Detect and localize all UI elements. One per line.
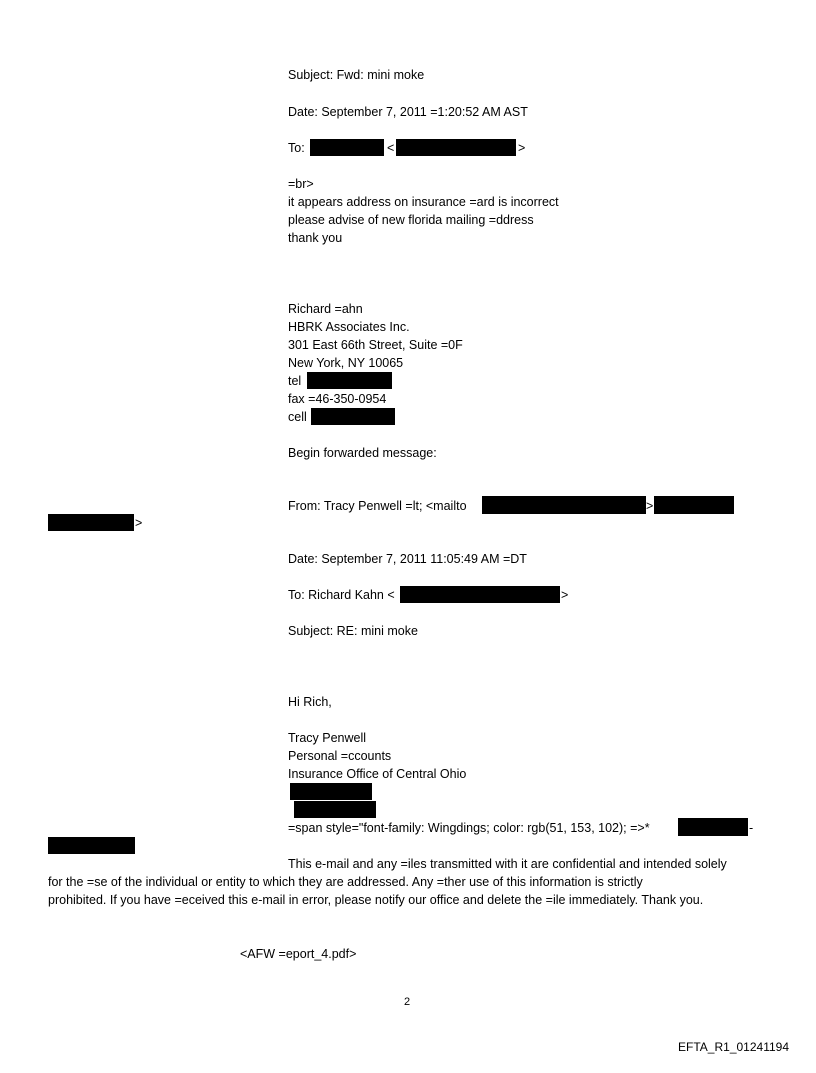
redaction-block bbox=[400, 586, 560, 603]
span-dash: - bbox=[749, 821, 754, 835]
sender-dept: Personal =ccounts bbox=[288, 749, 392, 763]
subject-line: Subject: Fwd: mini moke bbox=[288, 68, 425, 82]
disclaimer-line: prohibited. If you have =eceived this e-mail in error, please notify our office and delete the =ile immediately. Thank you. bbox=[48, 893, 704, 907]
redaction-block bbox=[654, 496, 734, 514]
forward-greeting: Hi Rich, bbox=[288, 695, 332, 709]
forward-to: To: Richard Kahn < bbox=[288, 588, 395, 602]
forward-begin: Begin forwarded message: bbox=[288, 446, 437, 460]
forward-from-gt: > bbox=[646, 499, 654, 513]
signature-cell: cell bbox=[288, 410, 307, 424]
forward-date: Date: September 7, 2011 11:05:49 AM =DT bbox=[288, 552, 527, 566]
body-br: =br> bbox=[288, 177, 314, 191]
attachment-name: <AFW =eport_4.pdf> bbox=[240, 947, 357, 961]
page-number: 2 bbox=[404, 996, 411, 1008]
forward-to-gt: > bbox=[561, 588, 569, 602]
redaction-block bbox=[307, 372, 392, 389]
signature-address: New York, NY 10065 bbox=[288, 356, 404, 370]
disclaimer-line: This e-mail and any =iles transmitted with it are confidential and intended solely bbox=[288, 857, 727, 871]
signature-address: 301 East 66th Street, Suite =0F bbox=[288, 338, 463, 352]
redaction-block bbox=[482, 496, 646, 514]
redaction-block bbox=[310, 139, 384, 156]
body-line: please advise of new florida mailing =ddress bbox=[288, 213, 534, 227]
signature-company: HBRK Associates Inc. bbox=[288, 320, 410, 334]
forward-wrap-gt: > bbox=[135, 516, 143, 530]
redaction-block bbox=[290, 783, 372, 800]
forward-from: From: Tracy Penwell =lt; <mailto bbox=[288, 499, 467, 513]
disclaimer-line: for the =se of the individual or entity to which they are addressed. Any =ther use of this information is strictly bbox=[48, 875, 643, 889]
span-style-line: =span style="font-family: Wingdings; color: rgb(51, 153, 102); =>* bbox=[288, 821, 650, 835]
to-lt: < bbox=[387, 141, 395, 155]
signature-tel: tel bbox=[288, 374, 302, 388]
redaction-block bbox=[48, 837, 135, 854]
redaction-block bbox=[678, 818, 748, 836]
bates-stamp: EFTA_R1_01241194 bbox=[678, 1040, 789, 1054]
to-label: To: bbox=[288, 141, 305, 155]
redaction-block bbox=[311, 408, 395, 425]
redaction-block bbox=[48, 514, 134, 531]
signature-fax: fax =46-350-0954 bbox=[288, 392, 387, 406]
body-line: thank you bbox=[288, 231, 343, 245]
body-line: it appears address on insurance =ard is incorrect bbox=[288, 195, 559, 209]
signature-name: Richard =ahn bbox=[288, 302, 363, 316]
redaction-block bbox=[294, 801, 376, 818]
forward-subject: Subject: RE: mini moke bbox=[288, 624, 418, 638]
redaction-block bbox=[396, 139, 516, 156]
sender-org: Insurance Office of Central Ohio bbox=[288, 767, 467, 781]
to-gt: > bbox=[518, 141, 526, 155]
date-line: Date: September 7, 2011 =1:20:52 AM AST bbox=[288, 105, 528, 119]
sender-name: Tracy Penwell bbox=[288, 731, 367, 745]
